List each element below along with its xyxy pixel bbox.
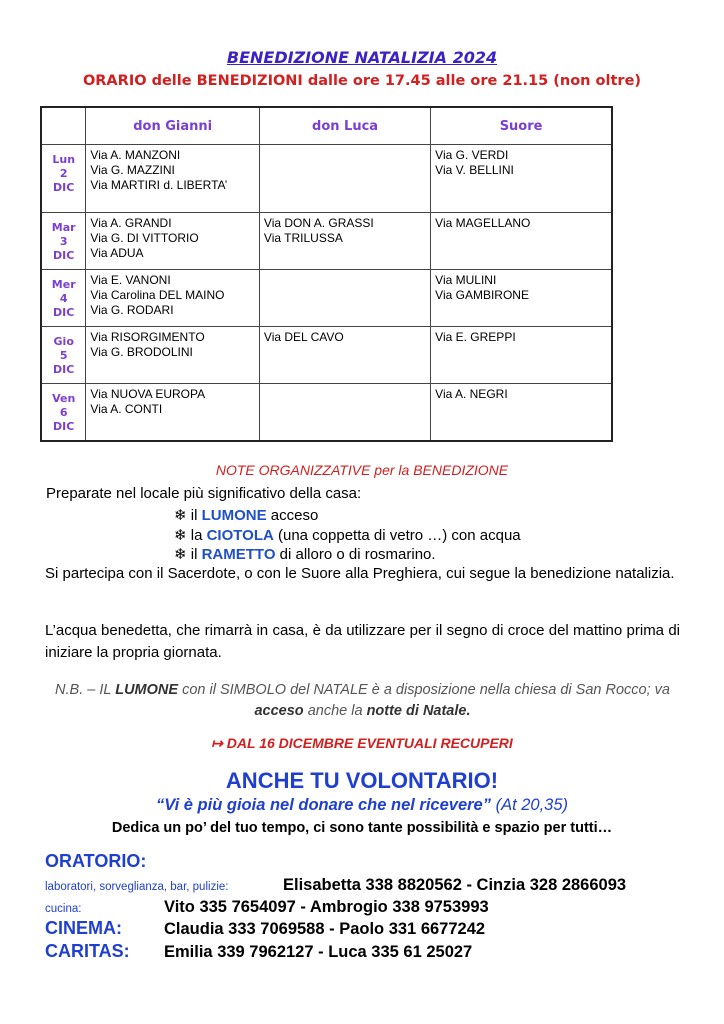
day-label: Lun xyxy=(52,153,76,166)
nb-acceso: acceso xyxy=(254,703,304,719)
street-name: Via DON A. GRASSI xyxy=(263,216,374,230)
item-rametto xyxy=(174,545,436,563)
day-label: DIC xyxy=(53,249,75,262)
item-ciotola xyxy=(174,526,521,544)
cell-suore xyxy=(431,213,612,270)
contact-row-cucina xyxy=(45,898,489,917)
page-title: BENEDIZIONE NATALIZIA 2024 xyxy=(226,48,498,67)
recuperi-line xyxy=(0,735,724,752)
contact-value: Emilia 339 7962127 - Luca 335 61 25027 xyxy=(164,943,473,961)
volunteer-call: Dedica un po’ del tuo tempo, ci sono tante possibilità e spazio per tutti… xyxy=(111,820,613,836)
schedule-header-row xyxy=(41,107,612,145)
day-cell xyxy=(41,327,86,384)
day-cell xyxy=(41,213,86,270)
day-label: Ven xyxy=(52,392,76,405)
street-name: Via E. GREPPI xyxy=(435,330,516,344)
street-name: Via DEL CAVO xyxy=(263,330,344,344)
day-label: 6 xyxy=(59,406,68,419)
nb-notte: notte di Natale. xyxy=(366,703,471,719)
snowflake-icon: ❄ xyxy=(174,527,187,544)
paragraph-acqua: L’acqua benedetta, che rimarrà in casa, è da utilizzare per il segno di croce del mattino prima di iniziare la propria giornata. xyxy=(45,622,680,661)
day-label: Gio xyxy=(53,335,74,348)
item-pre: il xyxy=(190,546,202,563)
item-key: LUMONE xyxy=(201,507,267,524)
item-post: (una coppetta di vetro …) con acqua xyxy=(273,527,521,544)
street-name: Via V. BELLINI xyxy=(435,163,514,177)
cell-suore xyxy=(431,327,612,384)
contact-value: Vito 335 7654097 - Ambrogio 338 9753993 xyxy=(164,898,489,916)
street-name: Via G. DI VITTORIO xyxy=(90,231,199,245)
day-label: Mer xyxy=(51,278,76,291)
quote-ref: (At 20,35) xyxy=(490,796,569,814)
contact-label: CINEMA: xyxy=(45,918,122,938)
street-name: Via E. VANONI xyxy=(90,273,171,287)
cell-gianni xyxy=(86,270,260,327)
cell-suore xyxy=(431,145,612,213)
notes-title xyxy=(0,462,724,478)
day-label: 5 xyxy=(59,349,68,362)
day-label: DIC xyxy=(53,306,75,319)
item-pre: il xyxy=(190,507,202,524)
cell-luca xyxy=(259,327,430,384)
street-name: Via RISORGIMENTO xyxy=(90,330,205,344)
notes-title-a: NOTE ORGANIZZATIVE xyxy=(215,462,371,478)
schedule-row xyxy=(41,327,612,384)
nb-note xyxy=(30,680,695,722)
street-name: Via Carolina DEL MAINO xyxy=(90,288,225,302)
schedule-table xyxy=(40,106,613,442)
day-label: DIC xyxy=(53,420,75,433)
notes-title-b: per la BENEDIZIONE xyxy=(370,462,509,478)
quote-text: “Vi è più gioia nel donare che nel ricevere” xyxy=(155,796,491,814)
item-post: acceso xyxy=(266,507,319,524)
cell-gianni xyxy=(86,213,260,270)
day-label: 4 xyxy=(59,292,68,305)
volunteer-title: ANCHE TU VOLONTARIO! xyxy=(225,768,499,793)
street-name: Via A. MANZONI xyxy=(90,148,181,162)
paragraph-preghiera: Si partecipa con il Sacerdote, o con le Suore alla Preghiera, cui segue la benedizione natalizia. xyxy=(45,565,675,582)
street-name: Via G. BRODOLINI xyxy=(90,345,193,359)
schedule-row xyxy=(41,384,612,441)
street-name: Via MAGELLANO xyxy=(435,216,531,230)
cell-suore xyxy=(431,270,612,327)
header-gianni: don Gianni xyxy=(86,107,260,145)
snowflake-icon: ❄ xyxy=(174,507,187,524)
street-name: Via A. CONTI xyxy=(90,402,163,416)
header-empty xyxy=(41,107,86,145)
contact-label: CARITAS: xyxy=(45,941,130,961)
contact-row-laboratori xyxy=(45,876,626,895)
street-name: Via G. MAZZINI xyxy=(90,163,175,177)
street-name: Via GAMBIRONE xyxy=(435,288,529,302)
nb-lumone: LUMONE xyxy=(115,682,179,698)
cell-gianni xyxy=(86,145,260,213)
contact-label: laboratori, sorveglianza, bar, pulizie: xyxy=(45,881,229,893)
contact-value: Claudia 333 7069588 - Paolo 331 6677242 xyxy=(164,920,486,938)
page-subtitle: ORARIO delle BENEDIZIONI dalle ore 17.45 alle ore 21.15 (non oltre) xyxy=(82,73,642,89)
cell-luca xyxy=(259,213,430,270)
cell-luca xyxy=(259,145,430,213)
volunteer-quote xyxy=(0,796,724,815)
oratorio-heading: ORATORIO: xyxy=(45,851,147,871)
day-label: 2 xyxy=(59,167,68,180)
cell-gianni xyxy=(86,327,260,384)
day-label: DIC xyxy=(53,363,75,376)
cell-luca xyxy=(259,384,430,441)
street-name: Via G. RODARI xyxy=(90,303,174,317)
arrow-icon: ↦ xyxy=(211,735,223,751)
item-key: RAMETTO xyxy=(201,546,276,563)
street-name: Via A. NEGRI xyxy=(435,387,508,401)
cell-suore xyxy=(431,384,612,441)
day-cell xyxy=(41,270,86,327)
nb-text-2: con il SIMBOLO del NATALE è a disposizione nella chiesa di San Rocco; va xyxy=(178,682,670,698)
street-name: Via MARTIRI d. LIBERTA’ xyxy=(90,178,228,192)
recuperi-text: DAL 16 DICEMBRE EVENTUALI RECUPERI xyxy=(226,735,513,751)
day-label: Mar xyxy=(51,221,76,234)
item-key: CIOTOLA xyxy=(206,527,274,544)
street-name: Via A. GRANDI xyxy=(90,216,172,230)
cell-gianni xyxy=(86,384,260,441)
street-name: Via ADUA xyxy=(90,246,144,260)
schedule-row xyxy=(41,270,612,327)
contact-row-caritas xyxy=(45,941,472,962)
item-lumone xyxy=(174,506,318,524)
day-cell xyxy=(41,145,86,213)
header-suore: Suore xyxy=(431,107,612,145)
street-name: Via TRILUSSA xyxy=(263,231,343,245)
cell-luca xyxy=(259,270,430,327)
schedule-row xyxy=(41,213,612,270)
day-cell xyxy=(41,384,86,441)
street-name: Via MULINI xyxy=(435,273,497,287)
day-label: 3 xyxy=(59,235,68,248)
item-post: di alloro o di rosmarino. xyxy=(275,546,436,563)
contact-value: Elisabetta 338 8820562 - Cinzia 328 2866093 xyxy=(283,876,627,894)
street-name: Via G. VERDI xyxy=(435,148,509,162)
contact-label: cucina: xyxy=(45,903,82,915)
nb-text-1: N.B. – IL xyxy=(55,682,116,698)
item-pre: la xyxy=(190,527,207,544)
schedule-row xyxy=(41,145,612,213)
street-name: Via NUOVA EUROPA xyxy=(90,387,206,401)
header-luca: don Luca xyxy=(259,107,430,145)
nb-text-3: anche la xyxy=(303,703,367,719)
prepare-text: Preparate nel locale più significativo della casa: xyxy=(46,485,362,502)
contact-row-cinema xyxy=(45,918,485,939)
day-label: DIC xyxy=(53,181,75,194)
snowflake-icon: ❄ xyxy=(174,546,187,563)
